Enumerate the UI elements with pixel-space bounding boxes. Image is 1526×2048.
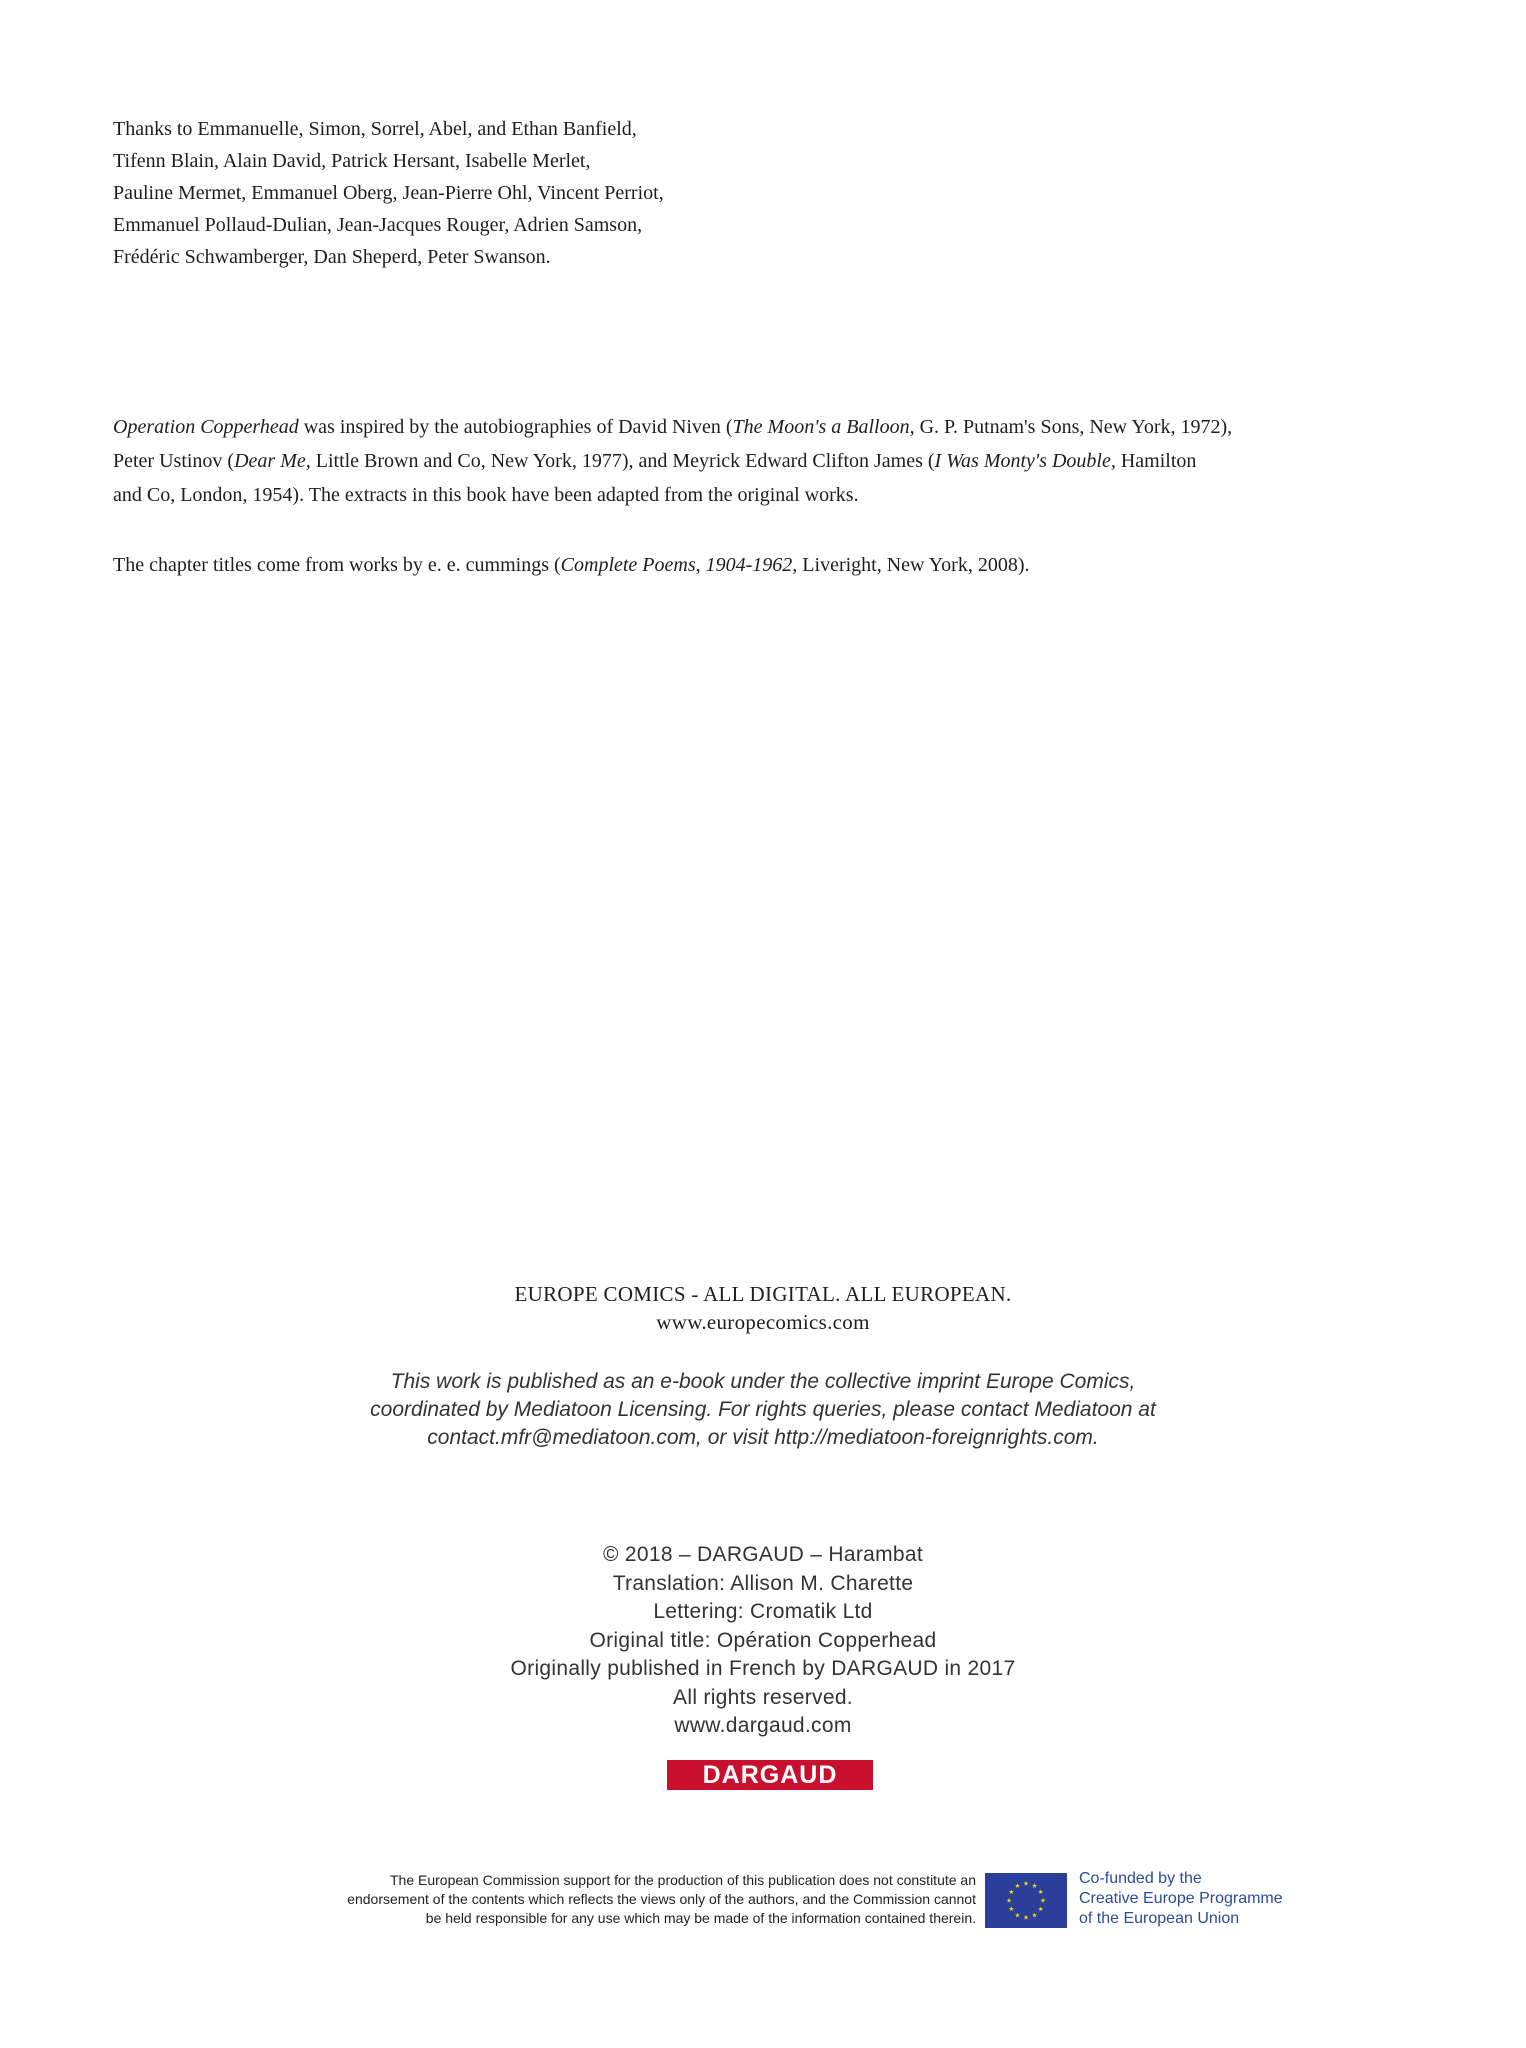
inspiration-line [113,444,1343,478]
acknowledgements-line: Emmanuel Pollaud-Dulian, Jean-Jacques Rouger, Adrien Samson, [113,214,643,236]
eu-disclaimer [200,1871,976,1928]
chapter-note-text: , Liveright, New York, 2008). [792,554,1030,576]
inspiration-line [113,410,1343,444]
disclaimer-line: The European Commission support for the production of this publication does not constitute an [389,1872,976,1888]
inspiration-text: Hamilton [1115,450,1197,472]
cofunded-label [1079,1869,1339,1929]
imprint-line: contact.mfr@mediatoon.com, or visit http://mediatoon-foreignrights.com. [427,1426,1099,1449]
inspiration-note [113,410,1343,512]
credit-line: All rights reserved. [673,1685,853,1709]
inspiration-text: Peter Ustinov ( [113,450,235,472]
imprint-note [263,1368,1263,1452]
credit-line: www.dargaud.com [674,1714,852,1737]
acknowledgements-line: Pauline Mermet, Emmanuel Oberg, Jean-Pierre Ohl, Vincent Perriot, [113,182,664,204]
chapter-note-text: The chapter titles come from works by e. e. cummings ( [113,554,561,576]
credit-line: Translation: Allison M. Charette [612,1571,914,1595]
imprint-line: coordinated by Mediatoon Licensing. For rights queries, please contact Mediatoon at [370,1398,1156,1421]
inspiration-text: was inspired by the autobiographies of David Niven ( [298,416,733,438]
europe-comics-website: www.europecomics.com [656,1310,870,1334]
acknowledgements-line: Frédéric Schwamberger, Dan Sheperd, Peter Swanson. [113,246,551,268]
credit-line: © 2018 – DARGAUD – Harambat [602,1543,924,1566]
cofunded-line: Creative Europe Programme [1079,1890,1283,1907]
acknowledgements [113,113,1013,273]
cofunded-line: Co-funded by the [1079,1870,1202,1887]
source-title: The Moon's a Balloon, [732,416,915,438]
book-title: Operation Copperhead [113,416,299,438]
imprint-line: This work is published as an e-book under the collective imprint Europe Comics, [390,1370,1136,1393]
chapter-titles-note [113,548,1343,582]
source-title: Complete Poems, 1904-1962 [560,554,793,576]
disclaimer-line: endorsement of the contents which reflects the views only of the authors, and the Commission cannot [347,1891,976,1907]
europe-comics-tagline: EUROPE COMICS - ALL DIGITAL. ALL EUROPEAN. [514,1282,1012,1306]
europe-comics-block [263,1280,1263,1336]
disclaimer-line: be held responsible for any use which may be made of the information contained therein. [425,1910,976,1926]
acknowledgements-line: Tifenn Blain, Alain David, Patrick Hersant, Isabelle Merlet, [113,150,591,172]
credit-line: Originally published in French by DARGAUD in 2017 [510,1657,1016,1680]
eu-flag-icon [985,1873,1067,1928]
dargaud-logo: DARGAUD [667,1760,873,1790]
inspiration-line: and Co, London, 1954). The extracts in this book have been adapted from the original works. [113,484,859,506]
inspiration-text: G. P. Putnam's Sons, New York, 1972), [914,416,1233,438]
source-title: Dear Me, [234,450,311,472]
acknowledgements-line: Thanks to Emmanuelle, Simon, Sorrel, Abel, and Ethan Banfield, [113,118,637,140]
source-title: I Was Monty's Double, [934,450,1116,472]
credit-line: Lettering: Cromatik Ltd [653,1600,873,1623]
publication-credits [263,1541,1263,1741]
cofunded-line: of the European Union [1079,1910,1240,1927]
inspiration-text: Little Brown and Co, New York, 1977), and Meyrick Edward Clifton James ( [310,450,935,472]
credit-line: Original title: Opération Copperhead [589,1628,937,1652]
